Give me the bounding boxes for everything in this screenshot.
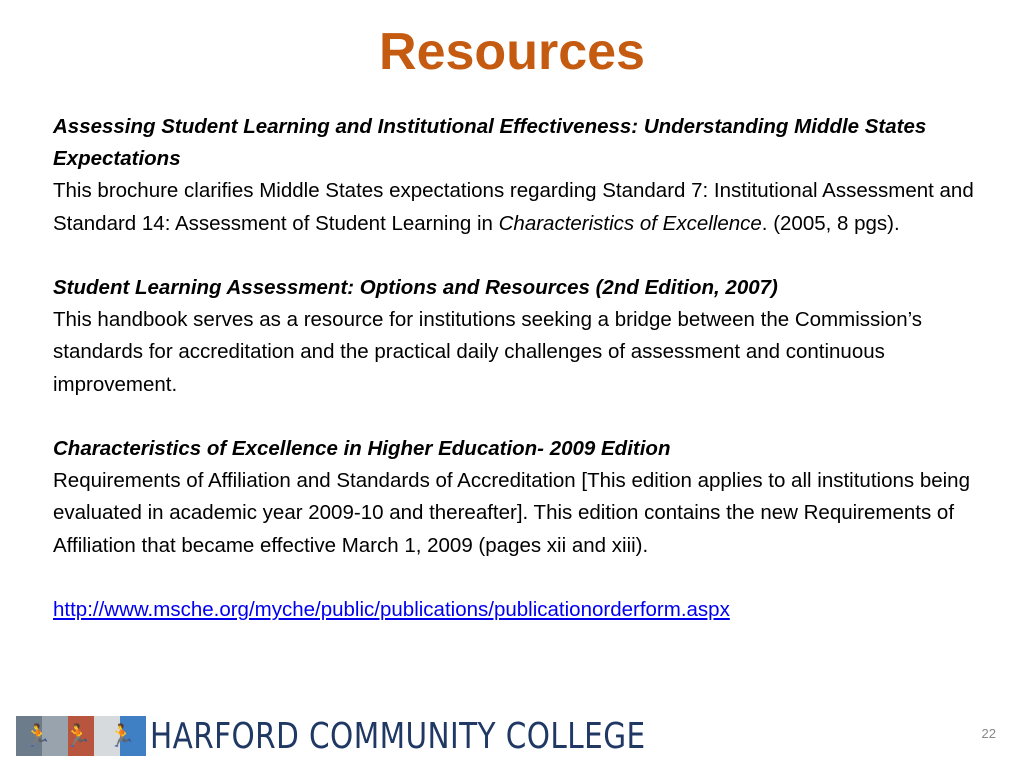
publication-link-row (53, 594, 988, 626)
slide-title: Resources (379, 23, 645, 81)
resource-entry (53, 433, 988, 562)
publication-order-link[interactable]: http://www.msche.org/myche/public/publications/publicationorderform.aspx (53, 598, 730, 621)
resource-title: Assessing Student Learning and Institutional Effectiveness: Understanding Middle States Expectations (53, 115, 927, 171)
resource-description: This handbook serves as a resource for institutions seeking a bridge between the Commission’s standards for accreditation and the practical daily challenges of assessment and continuous improvement. (53, 308, 923, 396)
footer-logo (16, 714, 754, 758)
resource-entry (53, 111, 988, 240)
college-name: HARFORD COMMUNITY COLLEGE (150, 715, 646, 757)
runner-figure-icon: 🏃 (24, 724, 52, 749)
page-number: 22 (981, 726, 996, 741)
resource-description-italic: Characteristics of Excellence (498, 211, 762, 235)
resource-entry (53, 272, 988, 401)
resources-list (53, 111, 988, 626)
resource-title: Student Learning Assessment: Options and Resources (2nd Edition, 2007) (53, 276, 778, 299)
resource-title: Characteristics of Excellence in Higher Education- 2009 Edition (53, 437, 671, 460)
runner-figure-icon: 🏃 (64, 724, 92, 749)
runner-figure-icon: 🏃 (108, 724, 136, 749)
resource-description: Requirements of Affiliation and Standards of Accreditation [This edition applies to all institutions being evaluated in academic year 2009-10 and thereafter]. This edition contains the new Requirements of Affiliation that became effective March 1, 2009 (pages xii and xiii). (53, 469, 970, 557)
resource-description-tail: . (2005, 8 pgs). (761, 211, 900, 235)
college-logo-icon (16, 716, 146, 756)
resource-description (53, 175, 988, 239)
resource-description-text: This brochure clarifies Middle States expectations regarding Standard 7: Institutional Assessment and Standard 14: Assessment of Student Learning in (53, 179, 974, 235)
